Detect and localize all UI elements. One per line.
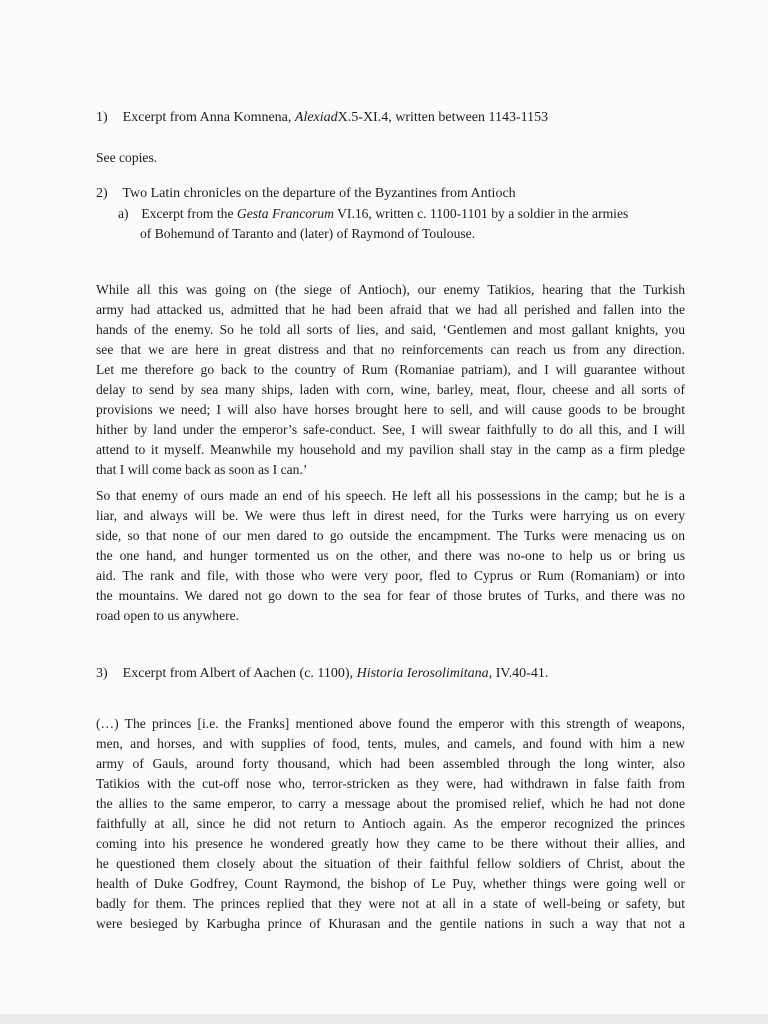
paragraph-2-line: road open to us anywhere. [96,608,240,623]
section-2-heading [96,184,516,204]
section-1-text: Excerpt from Anna Komnena, [122,110,292,125]
section-1-heading [96,108,548,128]
section-2a-citation: VI.16, written c. 1100-1101 by a soldier in the armies [337,206,629,221]
paragraph-3-line: (…) The princes [i.e. the Franks] mentioned above found the emperor with this strength of weapons, [96,716,685,731]
paragraph-1-line: attend to it myself. Meanwhile my household and my pavilion shall stay in the camp as a firm pledge [96,442,685,457]
section-1-title: Alexiad [294,110,338,125]
paragraph-3-line: army of Gauls, around forty thousand, which had been assembled through the long winter, also [96,756,685,771]
see-copies-note: See copies. [96,150,158,165]
section-2a-title: Gesta Francorum [236,206,334,221]
paragraph-2-line: liar, and always will be. We were thus left in direst need, for the Turks were harrying us on every [96,508,685,523]
paragraph-3-line: Tatikios with the cut-off nose who, terror-stricken as they were, had withdrawn in false faith from [96,776,685,791]
paragraph-1-line: While all this was going on (the siege of Antioch), our enemy Tatikios, hearing that the Turkish [96,282,685,297]
paragraph-3-line: badly for them. The princes replied that they were not at all in a state of well-being or safety, but [96,896,685,911]
paragraph-3-line: health of Duke Godfrey, Count Raymond, the bishop of Le Puy, whether things were going well or [96,876,685,891]
section-2-title: Two Latin chronicles on the departure of the Byzantines from Antioch [122,186,516,201]
paragraph-3-line: faithfully at all, since he did not return to Antioch again. As the emperor recognized the princes [96,816,685,831]
section-2a-line-2: of Bohemund of Taranto and (later) of Raymond of Toulouse. [140,226,476,241]
paragraph-3-line: coming into his presence he wondered greatly how they came to be there without their allies, and [96,836,685,851]
paragraph-1-line: hands of the enemy. So he told all sorts of lies, and said, ‘Gentlemen and most gallant knights, you [96,322,685,337]
paragraph-1-line: that I will come back as soon as I can.’ [96,462,308,477]
paragraph-3-line: the allies to the same emperor, to carry a message about the promised relief, which he had not done [96,796,685,811]
paragraph-1-line: delay to send by sea many ships, laden with corn, wine, barley, meat, flour, cheese and all sorts of [96,382,685,397]
section-3-number: 3) [96,666,108,681]
paragraph-3-line: men, and horses, and with supplies of food, tents, mules, and camels, and found with him a new [96,736,685,751]
paragraph-1-line: hither by land under the emperor’s safe-conduct. See, I will swear faithfully to do all this, and I will [96,422,685,437]
paragraph-2-line: aid. The rank and file, with those who were very poor, fled to Cyprus or Rum (Romaniam) or into [96,568,685,583]
section-1-citation: X.5-XI.4, written between 1143-1153 [337,110,549,125]
paragraph-3-line: were besieged by Karbugha prince of Khurasan and the gentile nations in such a way that not a [96,916,685,931]
section-3-heading [96,664,548,684]
section-3-title: Historia Ierosolimitana [356,666,489,681]
paragraph-2-line: the mountains. We dared not go down to the sea for fear of those brutes of Turks, and there was no [96,588,685,603]
paragraph-1-line: Let me therefore go back to the country of Rum (Romaniae patriam), and I will guarantee without [96,362,685,377]
paragraph-1-line: see that we are here in great distress and that no reinforcements can reach us from any direction. [96,342,685,357]
section-2a-line-1 [118,204,628,224]
page-bottom-edge [0,1014,768,1024]
section-2-number: 2) [96,186,108,201]
section-2a-label: a) [118,206,129,221]
paragraph-3-line: he questioned them closely about the situation of their faithful fellow soldiers of Christ, about the [96,856,685,871]
section-2a-text: Excerpt from the [141,206,234,221]
paragraph-2-line: So that enemy of ours made an end of his speech. He left all his possessions in the camp; but he is a [96,488,685,503]
section-1-number: 1) [96,110,108,125]
paragraph-1-line: provisions we need; I will also have horses brought here to sell, and will cause goods to be brought [96,402,685,417]
section-3-text: Excerpt from Albert of Aachen (c. 1100), [122,666,354,681]
paragraph-1-line: army had attacked us, admitted that he had been afraid that we had all perished and fallen into the [96,302,685,317]
paragraph-2-line: the one hand, and hunger tormented us on the other, and there was no-one to help us or bring us [96,548,685,563]
section-3-citation: , IV.40-41. [488,666,549,681]
paragraph-2-line: side, so that none of our men dared to go outside the encampment. The Turks were menacing us on [96,528,685,543]
